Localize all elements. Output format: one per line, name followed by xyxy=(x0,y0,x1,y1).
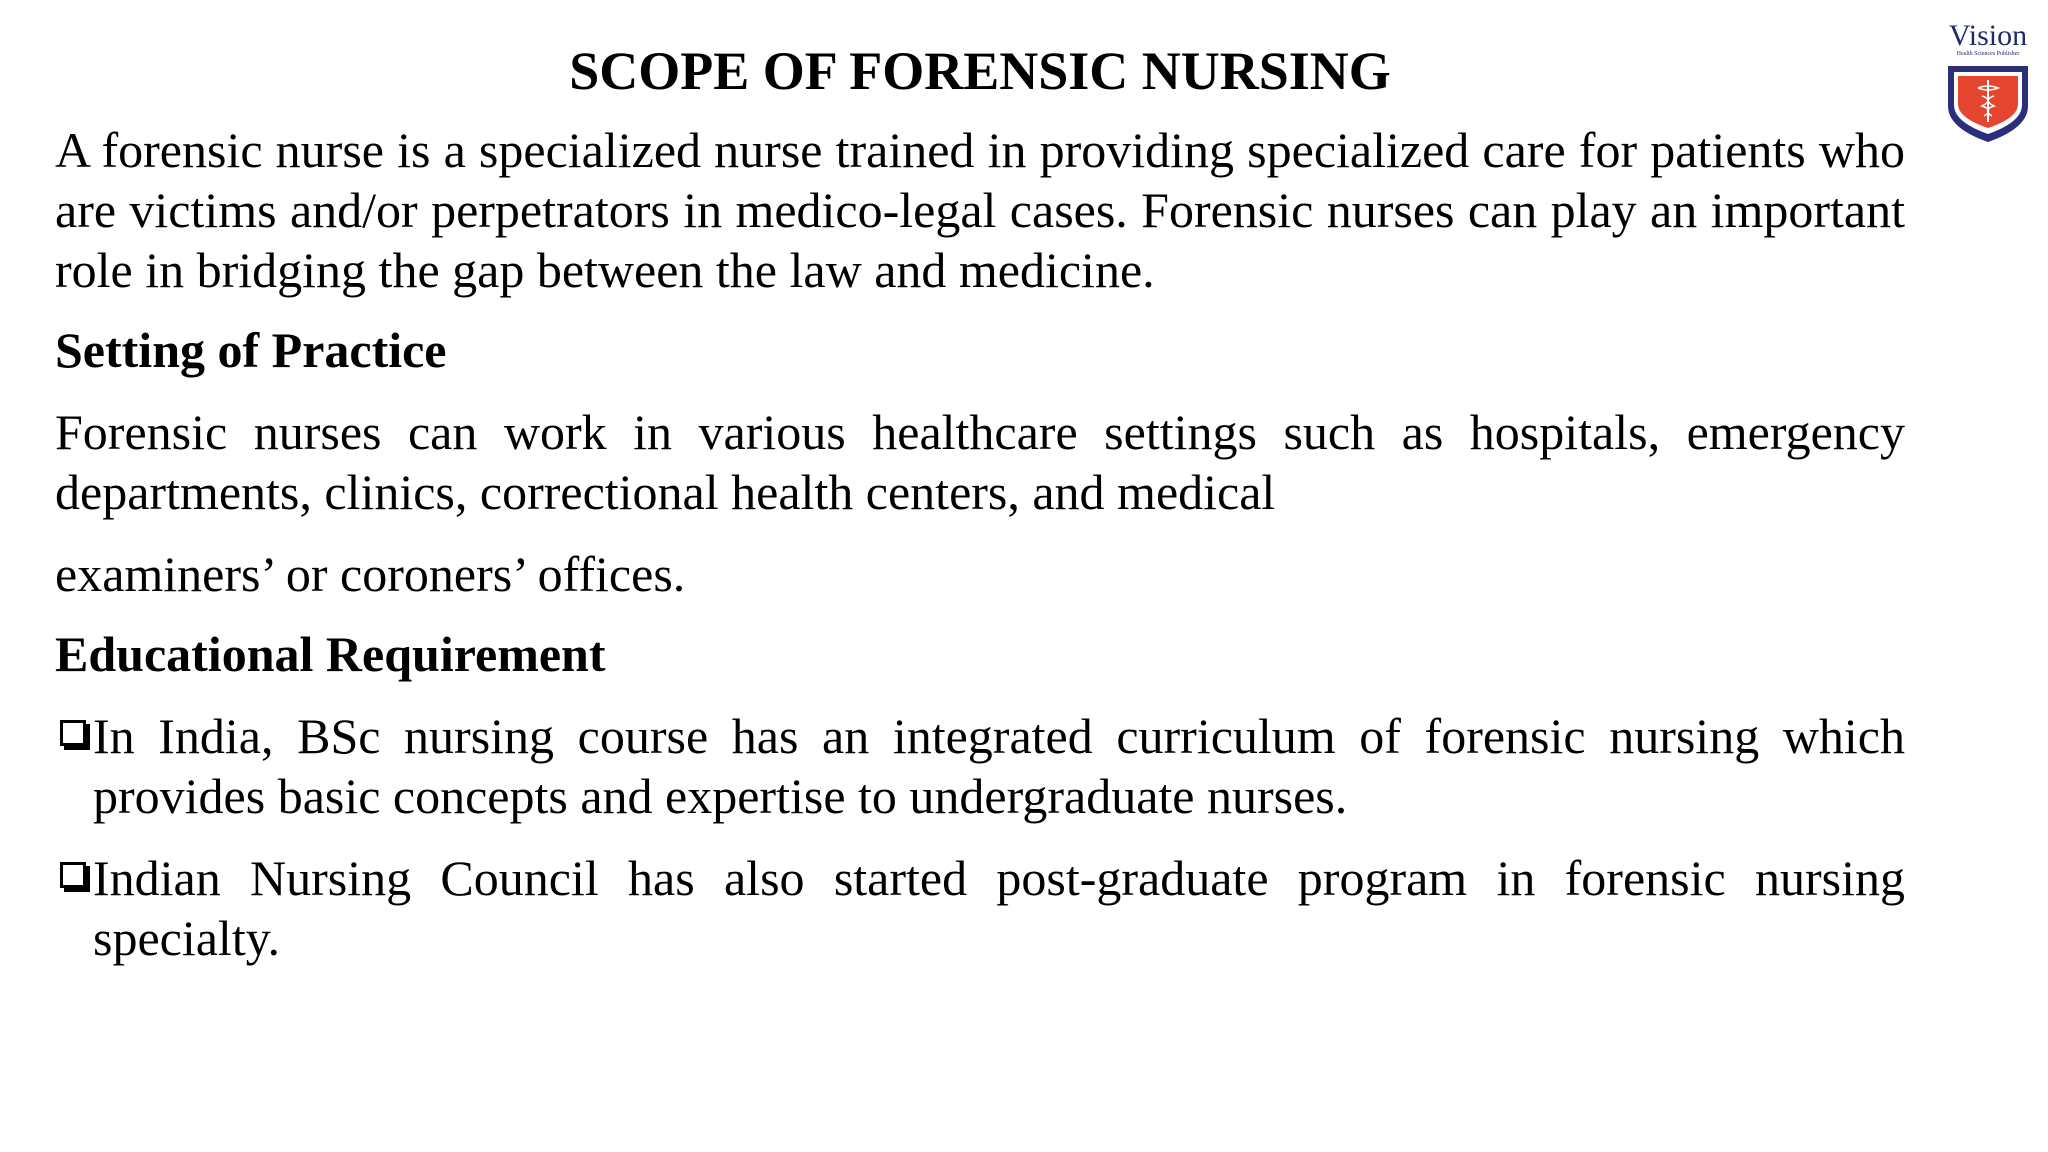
section-heading-setting: Setting of Practice xyxy=(55,322,447,378)
setting-paragraph-continued: examiners’ or coroners’ offices. xyxy=(55,546,686,602)
slide-content xyxy=(55,120,1905,990)
list-item xyxy=(55,848,1905,968)
logo-wordmark: Vision xyxy=(1948,19,2028,52)
bullet-text: Indian Nursing Council has also started post-graduate program in forensic nursing specialty. xyxy=(93,850,1905,966)
education-bullet-list xyxy=(55,706,1905,968)
slide-title: SCOPE OF FORENSIC NURSING xyxy=(569,41,1391,101)
checkbox-bullet-icon xyxy=(60,862,86,888)
checkbox-bullet-icon xyxy=(60,720,86,746)
intro-paragraph: A forensic nurse is a specialized nurse trained in providing specialized care for patients who are victims and/or perpetrators in medico-legal cases. Forensic nurses can play an important role in bridging the gap between the law and medicine. xyxy=(55,122,1905,298)
bullet-text: In India, BSc nursing course has an integrated curriculum of forensic nursing which provides basic concepts and expertise to undergraduate nurses. xyxy=(93,708,1905,824)
list-item xyxy=(55,706,1905,826)
logo-tagline: Health Sciences Publisher xyxy=(1956,51,2020,57)
setting-paragraph: Forensic nurses can work in various healthcare settings such as hospitals, emergency departments, clinics, correctional health centers, and medical xyxy=(55,404,1905,520)
section-heading-education: Educational Requirement xyxy=(55,626,606,682)
